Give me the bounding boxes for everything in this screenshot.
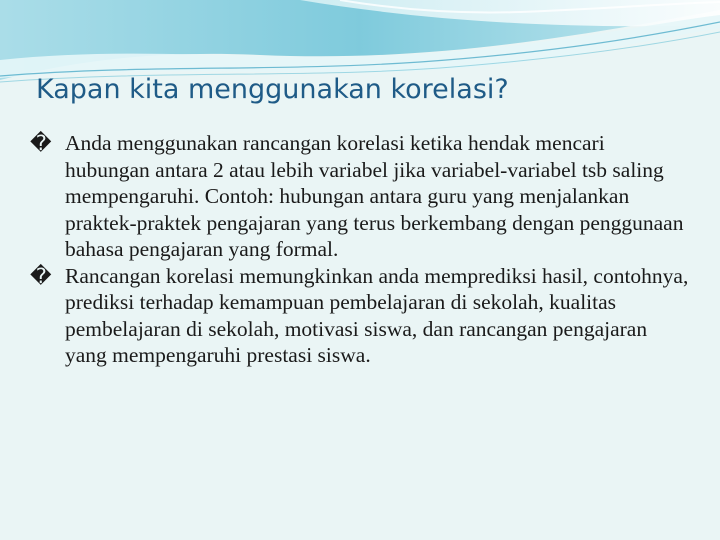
replacement-char-icon: � xyxy=(30,263,52,288)
bullet-item xyxy=(30,263,690,369)
bullet-item xyxy=(30,130,690,263)
slide-title: Kapan kita menggunakan korelasi? xyxy=(36,74,509,105)
bullet-text: Rancangan korelasi memungkinkan anda memprediksi hasil, contohnya, prediksi terhadap kemampuan pembelajaran di sekolah, kualitas pembelajaran di sekolah, motivasi siswa, dan rancangan pengajaran yang mempengaruhi prestasi siswa. xyxy=(65,263,689,367)
replacement-char-icon: � xyxy=(30,131,52,155)
bullet-text: Anda menggunakan rancangan korelasi ketika hendak mencari hubungan antara 2 atau lebih variabel jika variabel-variabel tsb saling mempengaruhi. Contoh: hubungan antara guru yang menjalankan praktek-praktek pengajaran yang terus berkembang dengan penggunaan bahasa pengajaran yang formal. xyxy=(65,131,684,261)
bullet-list xyxy=(30,130,690,369)
